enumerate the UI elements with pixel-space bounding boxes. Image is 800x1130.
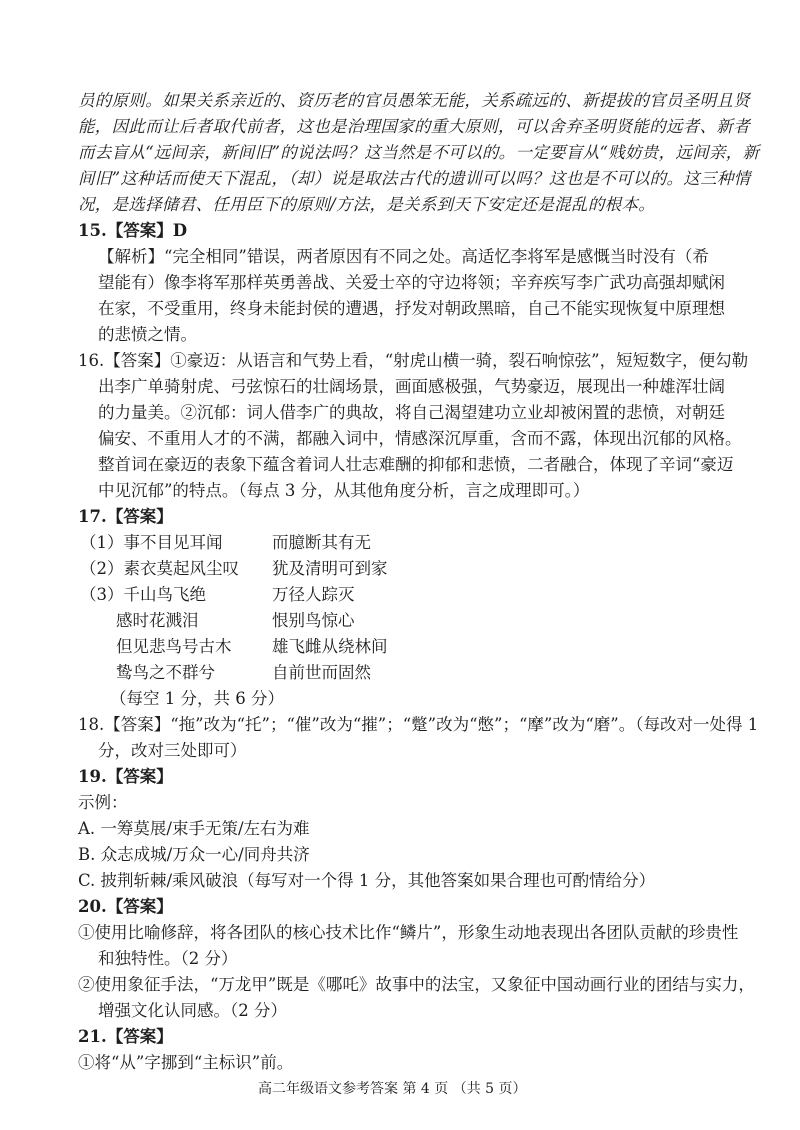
text-line: 在家，不受重用，终身未能封侯的遭遇，抒发对朝政黑暗，自己不能实现恢复中原理想: [98, 299, 725, 318]
text-line: ②使用象征手法，“万龙甲”既是《哪吒》故事中的法宝，又象征中国动画行业的团结与实力，: [78, 975, 755, 994]
text-line: 况，是选择储君、任用臣下的原则/方法，是关系到天下安定还是混乱的根本。: [78, 195, 656, 214]
text-line: 增强文化认同感。（2 分）: [98, 1001, 287, 1020]
text-line: 整首词在豪迈的表象下蕴含着词人壮志难酬的抑郁和悲愤，二者融合，体现了辛词“豪迈: [98, 455, 734, 474]
text-line: 自前世而固然: [272, 663, 371, 682]
text-line: 15.【答案】D: [78, 221, 188, 240]
text-line: 分，改对三处即可）: [98, 741, 247, 760]
text-line: 望能有）像李将军那样英勇善战、关爱士卒的守边将领；辛弃疾写李广武功高强却赋闲: [98, 273, 725, 292]
text-line: 的悲愤之情。: [98, 325, 197, 344]
text-line: 间旧”这种话而使天下混乱，（却）说是取法古代的遗训可以吗？这也是不可以的。这三种情: [78, 169, 751, 188]
text-line: 雄飞雌从绕林间: [272, 637, 388, 656]
text-line: 员的原则。如果关系亲近的、资历老的官员愚笨无能，关系疏远的、新提拔的官员圣明且贤: [78, 91, 750, 110]
text-line: （2）素衣莫起风尘叹: [80, 559, 239, 578]
text-line: 出李广单骑射虎、弓弦惊石的壮阔场景，画面感极强，气势豪迈，展现出一种雄浑壮阔: [98, 377, 725, 396]
text-line: 中见沉郁”的特点。（每点 3 分，从其他角度分析，言之成理即可。）: [98, 481, 590, 500]
text-line: 能，因此而让后者取代前者，这也是治理国家的重大原则，可以舍弃圣明贤能的远者、新者: [78, 117, 750, 136]
text-line: （3）千山鸟飞绝: [80, 585, 206, 604]
text-line: 示例：: [78, 793, 128, 812]
text-line: ①将“从”字挪到“主标识”前。: [78, 1053, 294, 1072]
text-line: A. 一筹莫展/束手无策/左右为难: [78, 819, 310, 838]
text-line: 20.【答案】: [78, 897, 173, 916]
text-line: 鸷鸟之不群兮: [116, 663, 215, 682]
text-line: 的力量美。②沉郁：词人借李广的典故，将自己渴望建功立业却被闲置的悲愤，对朝廷: [98, 403, 725, 422]
text-line: 19.【答案】: [78, 767, 173, 786]
text-line: 和独特性。（2 分）: [98, 949, 238, 968]
text-line: 而去盲从“远间亲，新间旧”的说法吗？这当然是不可以的。一定要盲从“贱妨贵，远间亲，新: [78, 143, 760, 162]
text-line: B. 众志成城/万众一心/同舟共济: [78, 845, 310, 864]
text-line: （每空 1 分，共 6 分）: [110, 689, 284, 708]
text-line: （1）事不目见耳闻: [80, 533, 223, 552]
text-line: 万径人踪灭: [272, 585, 355, 604]
page-footer: 高二年级语文参考答案 第 4 页 （共 5 页）: [258, 1081, 527, 1097]
text-line: 16.【答案】①豪迈：从语言和气势上看，“射虎山横一骑，裂石响惊弦”，短短数字，便勾勒: [78, 351, 749, 370]
text-line: 偏安、不重用人才的不满，都融入词中，情感深沉厚重，含而不露，体现出沉郁的风格。: [98, 429, 742, 448]
text-line: 犹及清明可到家: [272, 559, 388, 578]
text-line: 而臆断其有无: [272, 533, 371, 552]
text-line: 但见悲鸟号古木: [116, 637, 232, 656]
text-line: ①使用比喻修辞，将各团队的核心技术比作“鳞片”，形象生动地表现出各团队贡献的珍贵性: [78, 923, 739, 942]
text-line: 【解析】“完全相同”错误，两者原因有不同之处。高适忆李将军是感慨当时没有（希: [98, 247, 709, 266]
text-line: 感时花溅泪: [116, 611, 199, 630]
text-line: 21.【答案】: [78, 1027, 173, 1046]
text-line: 恨别鸟惊心: [272, 611, 355, 630]
text-line: 18.【答案】“拖”改为“托”；“催”改为“摧”；“蹩”改为“憋”；“摩”改为“磨”。（每改对一处得 1: [78, 715, 759, 734]
text-line: 17.【答案】: [78, 507, 173, 526]
text-line: C. 披荆斩棘/乘风破浪（每写对一个得 1 分，其他答案如果合理也可酌情给分）: [78, 871, 656, 890]
